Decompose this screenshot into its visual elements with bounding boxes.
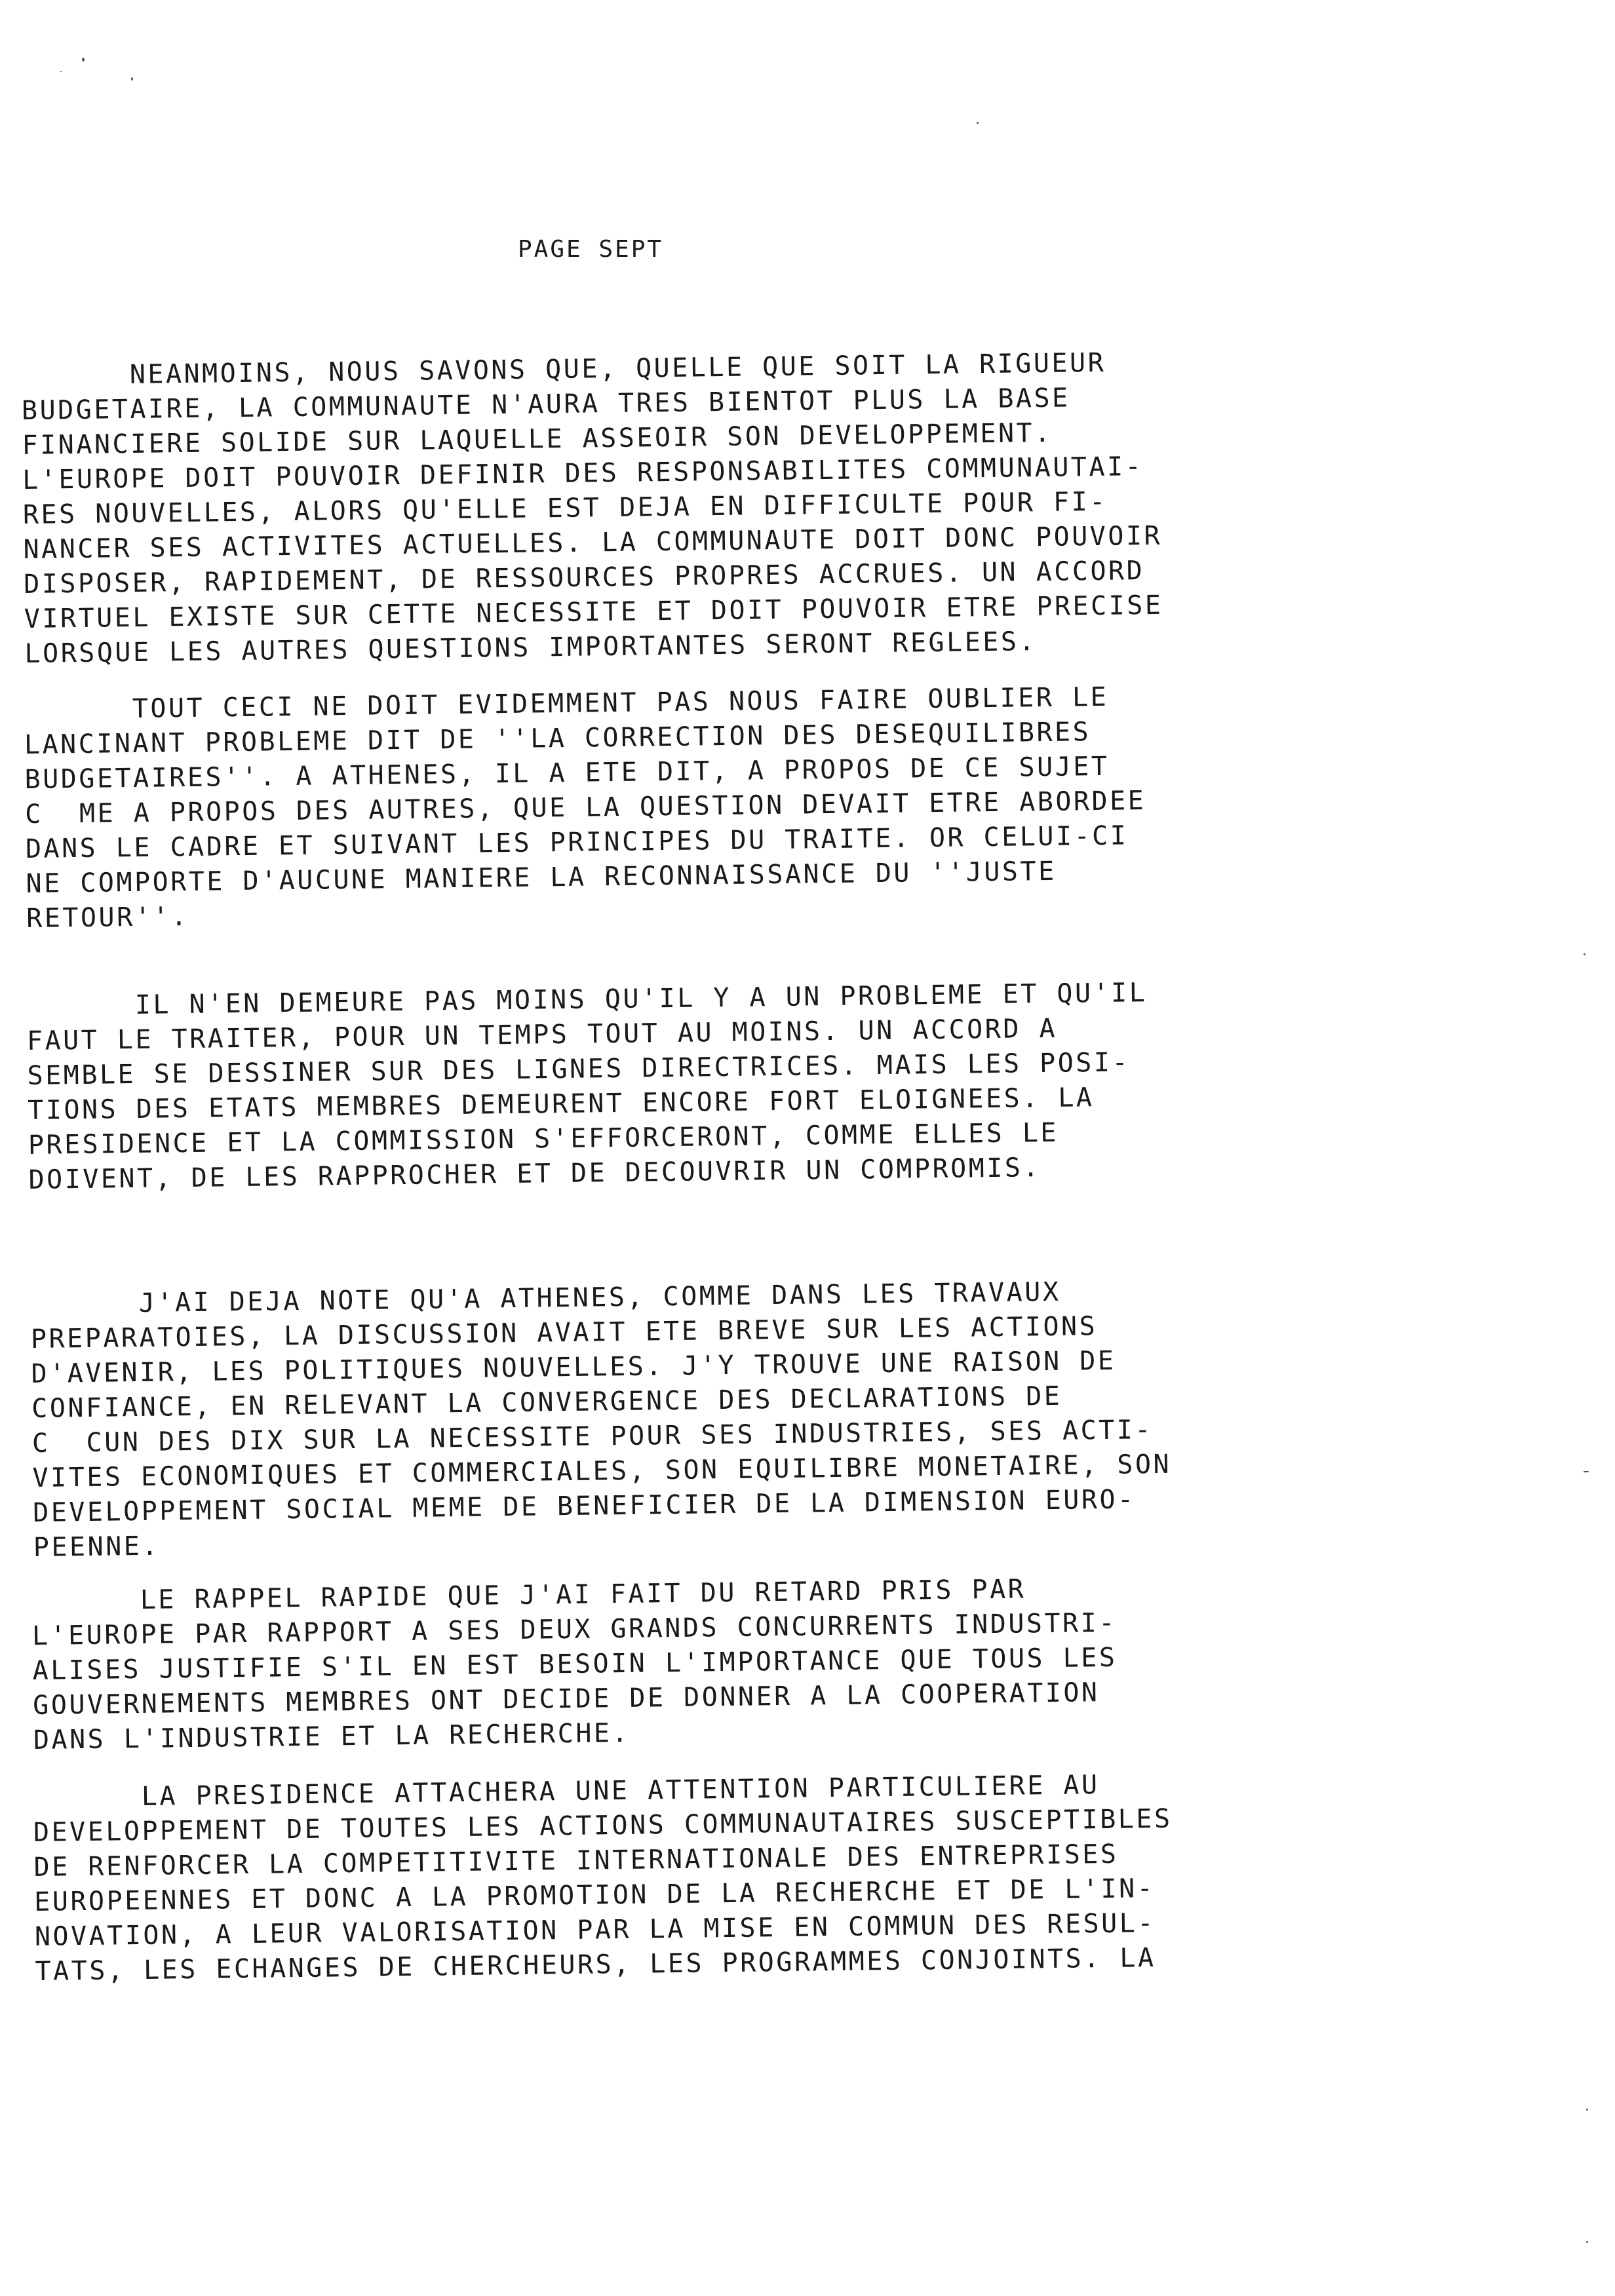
scan-speck bbox=[1586, 2241, 1588, 2243]
text-line: BUDGETAIRE, LA COMMUNAUTE N'AURA TRES BIENTOT PLUS LA BASE bbox=[21, 383, 1070, 426]
text-line: VITES ECONOMIQUES ET COMMERCIALES, SON EQUILIBRE MONETAIRE, SON bbox=[32, 1449, 1172, 1493]
text-line: DEVELOPPEMENT DE TOUTES LES ACTIONS COMMUNAUTAIRES SUSCEPTIBLES bbox=[33, 1803, 1173, 1848]
text-line: FINANCIERE SOLIDE SUR LAQUELLE ASSEOIR SON DEVELOPPEMENT. bbox=[22, 417, 1053, 461]
text-line: D'AVENIR, LES POLITIQUES NOUVELLES. J'Y TROUVE UNE RAISON DE bbox=[31, 1345, 1116, 1389]
text-line: TATS, LES ECHANGES DE CHERCHEURS, LES PROGRAMMES CONJOINTS. LA bbox=[35, 1943, 1156, 1987]
paragraph-3 bbox=[26, 976, 1150, 1198]
text-line: VIRTUEL EXISTE SUR CETTE NECESSITE ET DOIT POUVOIR ETRE PRECISE bbox=[24, 590, 1163, 634]
text-line: CONFIANCE, EN RELEVANT LA CONVERGENCE DES DECLARATIONS DE bbox=[31, 1381, 1062, 1424]
text-line: PRESIDENCE ET LA COMMISSION S'EFFORCERONT, COMME ELLES LE bbox=[28, 1117, 1059, 1160]
scan-speck bbox=[1584, 1471, 1589, 1472]
text-line: PEENNE. bbox=[33, 1531, 161, 1563]
text-line: LA PRESIDENCE ATTACHERA UNE ATTENTION PARTICULIERE AU bbox=[33, 1770, 1100, 1813]
text-line: LORSQUE LES AUTRES QUESTIONS IMPORTANTES SERONT REGLEES. bbox=[24, 626, 1038, 669]
paragraph-1 bbox=[21, 345, 1163, 672]
text-line: EUROPEENNES ET DONC A LA PROMOTION DE LA RECHERCHE ET DE L'IN- bbox=[33, 1873, 1156, 1917]
text-line: NEANMOINS, NOUS SAVONS QUE, QUELLE QUE SOIT LA RIGUEUR bbox=[21, 347, 1106, 391]
text-line: DISPOSER, RAPIDEMENT, DE RESSOURCES PROPRES ACCRUES. UN ACCORD bbox=[23, 556, 1145, 600]
paragraph-2 bbox=[24, 679, 1147, 936]
scan-speck bbox=[1584, 953, 1586, 955]
scan-speck bbox=[82, 58, 85, 62]
paragraph-6 bbox=[33, 1767, 1174, 1989]
text-line: DEVELOPPEMENT SOCIAL MEME DE BENEFICIER DE LA DIMENSION EURO- bbox=[32, 1484, 1136, 1528]
paragraph-4 bbox=[30, 1274, 1173, 1565]
text-line: DOIVENT, DE LES RAPPROCHER ET DE DECOUVRIR UN COMPROMIS. bbox=[28, 1153, 1041, 1195]
text-line: RES NOUVELLES, ALORS QU'ELLE EST DEJA EN DIFFICULTE POUR FI- bbox=[22, 486, 1108, 530]
text-line: LANCINANT PROBLEME DIT DE ''LA CORRECTION DES DESEQUILIBRES bbox=[24, 717, 1091, 760]
text-line: C ME A PROPOS DES AUTRES, QUE LA QUESTION DEVAIT ETRE ABORDEE bbox=[24, 786, 1146, 830]
text-line: SEMBLE SE DESSINER SUR DES LIGNES DIRECTRICES. MAIS LES POSI- bbox=[27, 1047, 1131, 1091]
page-title: PAGE SEPT bbox=[518, 236, 664, 263]
text-line: DANS LE CADRE ET SUIVANT LES PRINCIPES DU TRAITE. OR CELUI-CI bbox=[25, 820, 1129, 864]
text-line: PREPARATOIES, LA DISCUSSION AVAIT ETE BREVE SUR LES ACTIONS bbox=[30, 1311, 1098, 1354]
text-line: TOUT CECI NE DOIT EVIDEMMENT PAS NOUS FAIRE OUBLIER LE bbox=[24, 681, 1109, 725]
text-line: GOUVERNEMENTS MEMBRES ONT DECIDE DE DONNER A LA COOPERATION bbox=[32, 1677, 1100, 1721]
text-line: NOVATION, A LEUR VALORISATION PAR LA MISE EN COMMUN DES RESUL- bbox=[34, 1908, 1156, 1952]
text-line: L'EUROPE PAR RAPPORT A SES DEUX GRANDS CONCURRENTS INDUSTRI- bbox=[31, 1607, 1118, 1651]
text-line: RETOUR''. bbox=[26, 901, 189, 934]
text-line: DANS L'INDUSTRIE ET LA RECHERCHE. bbox=[33, 1717, 631, 1755]
text-line: IL N'EN DEMEURE PAS MOINS QU'IL Y A UN PROBLEME ET QU'IL bbox=[26, 978, 1148, 1022]
text-line: FAUT LE TRAITER, POUR UN TEMPS TOUT AU MOINS. UN ACCORD A bbox=[26, 1013, 1058, 1056]
scan-speck bbox=[977, 122, 979, 124]
paragraph-5 bbox=[31, 1571, 1118, 1758]
text-line: LE RAPPEL RAPIDE QUE J'AI FAIT DU RETARD PRIS PAR bbox=[31, 1574, 1026, 1617]
text-line: NANCER SES ACTIVITES ACTUELLES. LA COMMUNAUTE DOIT DONC POUVOIR bbox=[23, 520, 1163, 565]
text-line: TIONS DES ETATS MEMBRES DEMEURENT ENCORE FORT ELOIGNEES. LA bbox=[27, 1082, 1095, 1126]
text-line: NE COMPORTE D'AUCUNE MANIERE LA RECONNAISSANCE DU ''JUSTE bbox=[26, 856, 1057, 899]
text-line: J'AI DEJA NOTE QU'A ATHENES, COMME DANS LES TRAVAUX bbox=[30, 1276, 1061, 1320]
text-line: L'EUROPE DOIT POUVOIR DEFINIR DES RESPONSABILITES COMMUNAUTAI- bbox=[22, 451, 1144, 495]
scan-speck bbox=[60, 71, 62, 72]
text-line: BUDGETAIRES''. A ATHENES, IL A ETE DIT, A PROPOS DE CE SUJET bbox=[24, 751, 1110, 795]
scan-speck bbox=[1586, 2109, 1588, 2111]
text-line: C CUN DES DIX SUR LA NECESSITE POUR SES INDUSTRIES, SES ACTI- bbox=[31, 1415, 1154, 1459]
scan-speck bbox=[131, 77, 133, 81]
text-line: DE RENFORCER LA COMPETITIVITE INTERNATIONALE DES ENTREPRISES bbox=[33, 1839, 1119, 1883]
text-line: ALISES JUSTIFIE S'IL EN EST BESOIN L'IMPORTANCE QUE TOUS LES bbox=[32, 1642, 1118, 1686]
